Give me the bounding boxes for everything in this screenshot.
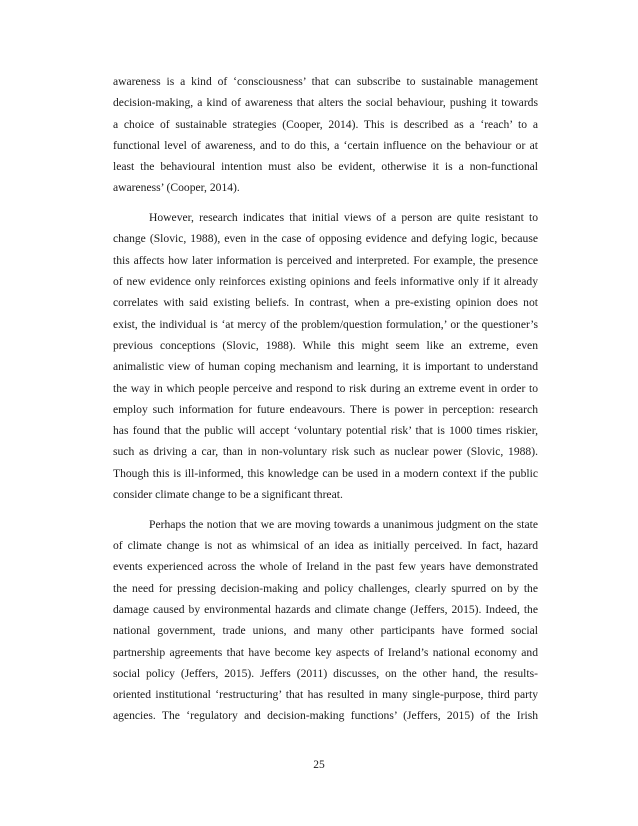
text-line: oriented institutional ‘restructuring’ that has resulted in many single-purpose, third party (113, 688, 538, 702)
text-line: decision-making, a kind of awareness that alters the social behaviour, pushing it towards (113, 96, 538, 110)
text-line: agencies. The ‘regulatory and decision-making functions’ (Jeffers, 2015) of the Irish (113, 709, 538, 723)
text-line: animalistic view of human coping mechanism and learning, it is important to understand (113, 360, 538, 374)
text-line: of new evidence only reinforces existing opinions and feels informative only if it already (113, 275, 538, 289)
text-line: employ such information for future endeavours. There is power in perception: research (113, 402, 538, 416)
text-line: correlates with said existing beliefs. In contrast, when a pre-existing opinion does not (113, 296, 538, 310)
text-line: national government, trade unions, and many other participants have formed social (113, 624, 538, 638)
text-line: Perhaps the notion that we are moving towards a unanimous judgment on the state (149, 517, 538, 531)
text-line: the need for pressing decision-making and policy challenges, clearly spurred on by the (113, 581, 538, 595)
text-line: social policy (Jeffers, 2015). Jeffers (2011) discusses, on the other hand, the results- (113, 666, 538, 680)
text-line: damage caused by environmental hazards and climate change (Jeffers, 2015). Indeed, the (113, 602, 538, 616)
text-line: of climate change is not as whimsical of an idea as initially perceived. In fact, hazard (113, 539, 538, 553)
paragraph-spacer (113, 505, 538, 513)
text-line: previous conceptions (Slovic, 1988). While this might seem like an extreme, even (113, 338, 538, 352)
text-line: such as driving a car, than in non-voluntary risk such as nuclear power (Slovic, 1988). (113, 445, 538, 459)
text-line: awareness is a kind of ‘consciousness’ that can subscribe to sustainable management (113, 75, 538, 88)
text-line: change (Slovic, 1988), even in the case of opposing evidence and defying logic, because (113, 232, 538, 246)
paragraph-1 (113, 71, 538, 199)
text-line: has found that the public will accept ‘voluntary potential risk’ that is 1000 times riskier, (113, 424, 538, 438)
paragraph-3 (113, 514, 538, 727)
text-line: the way in which people perceive and respond to risk during an extreme event in order to (113, 381, 538, 395)
text-line: partnership agreements that have become key aspects of Ireland’s national economy and (113, 645, 538, 659)
body-text (113, 71, 538, 727)
text-line: functional level of awareness, and to do this, a ‘certain influence on the behaviour or at (113, 138, 538, 152)
text-line: Though this is ill-informed, this knowledge can be used in a modern context if the public (113, 466, 538, 480)
paragraph-spacer (113, 199, 538, 207)
text-line: least the behavioural intention must also be evident, otherwise it is a non-functional (113, 160, 538, 174)
text-line: exist, the individual is ‘at mercy of the problem/question formulation,’ or the questioner’s (113, 317, 538, 331)
text-line: a choice of sustainable strategies (Cooper, 2014). This is described as a ‘reach’ to a (113, 117, 538, 131)
text-line: this affects how later information is perceived and interpreted. For example, the presence (113, 253, 538, 267)
page-number: 25 (313, 759, 325, 771)
paragraph-2 (113, 207, 538, 505)
text-line: However, research indicates that initial views of a person are quite resistant to (149, 211, 538, 225)
text-line: events experienced across the whole of Ireland in the past few years have demonstrated (113, 560, 538, 574)
text-line: consider climate change to be a significant threat. (113, 488, 343, 502)
text-line: awareness’ (Cooper, 2014). (113, 181, 240, 195)
